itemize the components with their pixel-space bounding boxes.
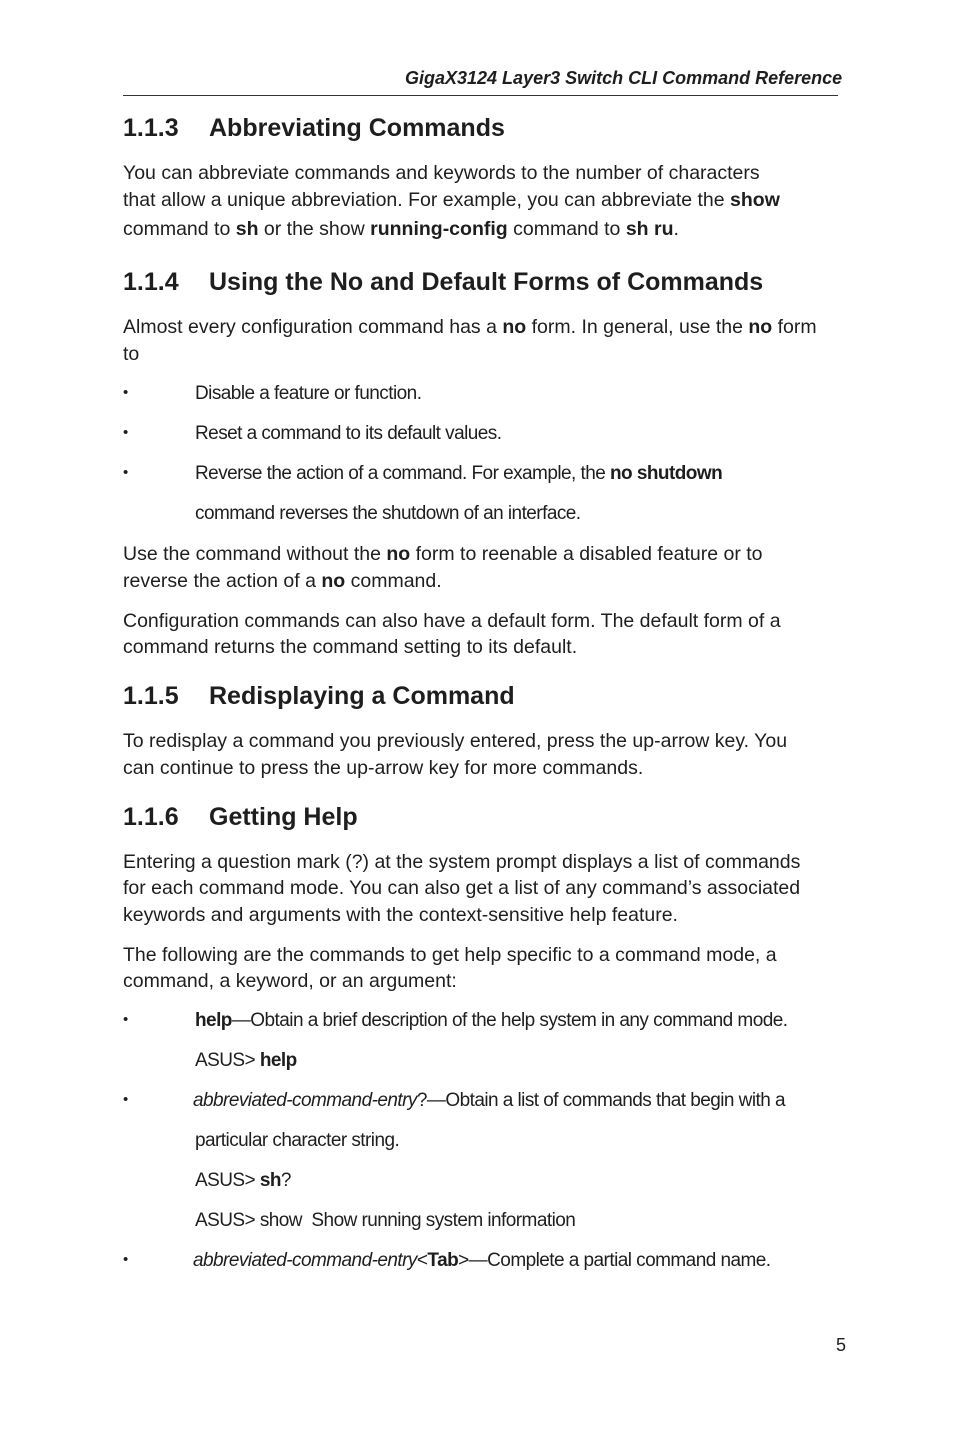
list-item: abbreviated-command-entry?—Obtain a list of commands that begin with a xyxy=(193,1090,785,1111)
paragraph-line: Almost every configuration command has a no form. In general, use the no form xyxy=(123,316,817,338)
bullet-marker: • xyxy=(123,424,129,441)
paragraph-line: Configuration commands can also have a default form. The default form of a xyxy=(123,610,781,632)
paragraph-line: for each command mode. You can also get a list of any command’s associated xyxy=(123,877,801,899)
paragraph-line: To redisplay a command you previously entered, press the up-arrow key. You xyxy=(123,730,788,752)
command-example: ASUS> sh? xyxy=(195,1170,291,1191)
section-title: Getting Help xyxy=(209,803,358,831)
paragraph-line: can continue to press the up-arrow key for more commands. xyxy=(123,757,644,779)
section-number: 1.1.4 xyxy=(123,268,179,296)
bullet-marker: • xyxy=(123,1251,129,1268)
section-number: 1.1.5 xyxy=(123,682,179,710)
list-item: abbreviated-command-entry<Tab>—Complete a partial command name. xyxy=(193,1250,771,1271)
bullet-marker: • xyxy=(123,384,129,401)
command-example: ASUS> show Show running system information xyxy=(195,1210,576,1231)
list-item: help—Obtain a brief description of the help system in any command mode. xyxy=(195,1010,788,1031)
list-item: Reverse the action of a command. For example, the no shutdown xyxy=(195,463,723,484)
section-number: 1.1.3 xyxy=(123,114,179,142)
paragraph-line: The following are the commands to get help specific to a command mode, a xyxy=(123,944,777,966)
section-heading-1-1-4 xyxy=(123,268,763,297)
bullet-marker: • xyxy=(123,1011,129,1028)
page-number: 5 xyxy=(836,1335,847,1355)
section-number: 1.1.6 xyxy=(123,803,179,831)
paragraph-line: command returns the command setting to its default. xyxy=(123,636,578,658)
paragraph-line: that allow a unique abbreviation. For example, you can abbreviate the show xyxy=(123,189,780,211)
header-rule xyxy=(123,95,838,96)
bullet-marker: • xyxy=(123,1091,129,1108)
list-item: Disable a feature or function. xyxy=(195,383,422,404)
paragraph-line: reverse the action of a no command. xyxy=(123,570,442,592)
paragraph-line: command to sh or the show running-config command to sh ru. xyxy=(123,218,679,240)
section-title: Abbreviating Commands xyxy=(209,114,505,142)
section-title: Redisplaying a Command xyxy=(209,682,515,710)
paragraph-line: You can abbreviate commands and keywords to the number of characters xyxy=(123,162,760,184)
list-item: Reset a command to its default values. xyxy=(195,423,502,444)
paragraph-line: Use the command without the no form to reenable a disabled feature or to xyxy=(123,543,763,565)
list-item-continuation: command reverses the shutdown of an interface. xyxy=(195,503,581,524)
section-heading-1-1-6 xyxy=(123,803,358,832)
paragraph-line: Entering a question mark (?) at the system prompt displays a list of commands xyxy=(123,851,801,873)
bullet-marker: • xyxy=(123,464,129,481)
section-title: Using the No and Default Forms of Commands xyxy=(209,268,764,296)
running-header: GigaX3124 Layer3 Switch CLI Command Reference xyxy=(405,68,843,88)
section-heading-1-1-3 xyxy=(123,114,505,143)
list-item-continuation: particular character string. xyxy=(195,1130,400,1151)
command-example: ASUS> help xyxy=(195,1050,297,1071)
paragraph-line: keywords and arguments with the context-sensitive help feature. xyxy=(123,904,678,926)
paragraph-line: command, a keyword, or an argument: xyxy=(123,970,457,992)
paragraph-line: to xyxy=(123,343,140,365)
section-heading-1-1-5 xyxy=(123,682,515,711)
